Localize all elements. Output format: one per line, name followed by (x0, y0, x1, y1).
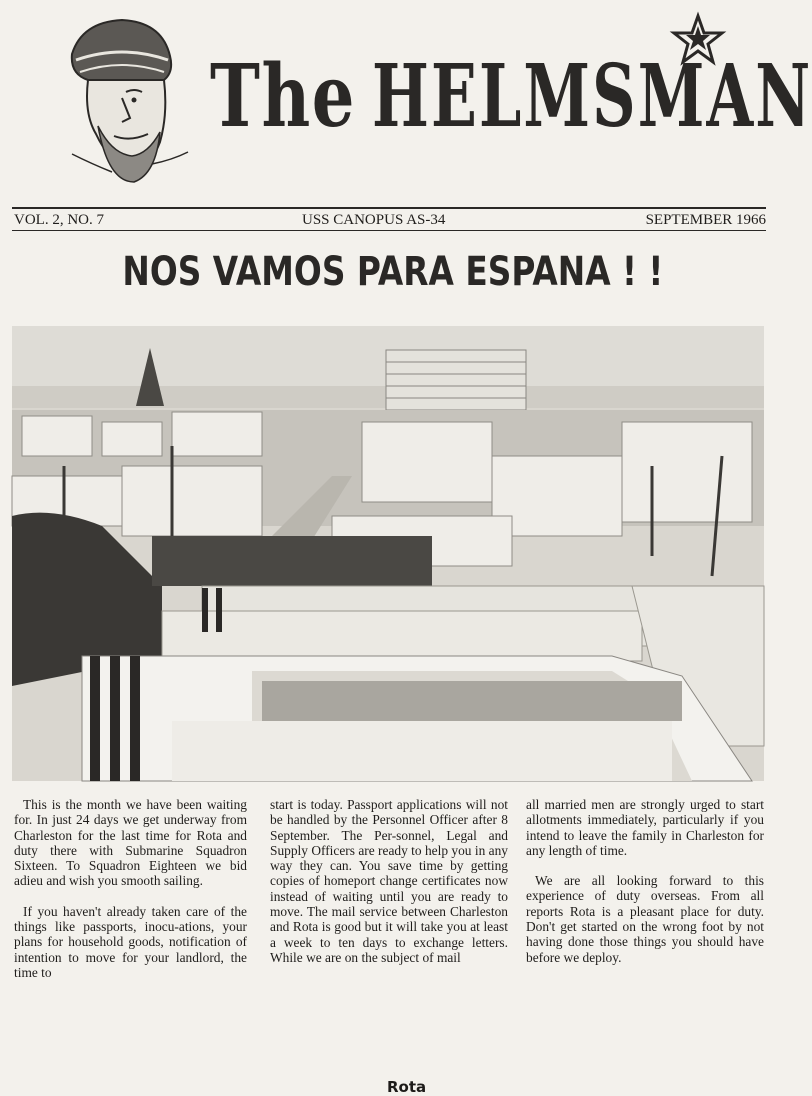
masthead (0, 0, 812, 205)
article-paragraph: We are all looking forward to this experience of duty overseas. From all reports Rota is a pleasant place for duty. Don't get started on the wrong foot by not having done those things you should have before we deploy. (526, 873, 764, 965)
headline-text: NOS VAMOS PARA ESPANA ! ! (122, 249, 663, 295)
article-column-2 (270, 797, 508, 965)
article-paragraph: If you haven't already taken care of the things like passports, inocu-ations, your plans for household goods, notification of intention to move for your landlord, the time to (14, 903, 247, 980)
headline (0, 247, 785, 297)
article-column-1 (14, 797, 247, 980)
issue-volume: VOL. 2, NO. 7 (14, 212, 104, 228)
article-column-3 (526, 797, 764, 965)
masthead-rule-top (12, 207, 766, 209)
article-paragraph: This is the month we have been waiting for. In just 24 days we get underway from Charleston for the last time for Rota and duty there with Submarine Squadron Sixteen. To Squadron Eighteen we bid adieu and wish you smooth sailing. (14, 797, 247, 889)
issue-info-bar (12, 210, 766, 230)
masthead-title-article: The (210, 46, 357, 147)
helmsman-head-logo (52, 14, 192, 186)
article-paragraph: all married men are strongly urged to start allotments immediately, particularly if you intend to leave the family in Charleston for any length of time. (526, 797, 764, 858)
ship-name: USS CANOPUS AS-34 (302, 212, 446, 228)
star-icon (672, 14, 724, 66)
article-paragraph: start is today. Passport applications will not be handled by the Personnel Officer after 8 September. The Per-sonnel, Legal and Supply Officers are ready to help you in any way they can. You save time by getting copies of homeport change certificates now instead of waiting until you are ready to move. The mail service between Charleston and Rota is good but it will take you at least a week to ten days to exchange letters. While we are on the subject of mail (270, 797, 508, 965)
masthead-rule-bottom (12, 230, 766, 231)
issue-date: SEPTEMBER 1966 (645, 212, 766, 228)
masthead-title: HELMSMAN (372, 46, 812, 147)
photo-caption: Rota (387, 1078, 427, 1096)
rota-photo-illustration (12, 326, 764, 781)
